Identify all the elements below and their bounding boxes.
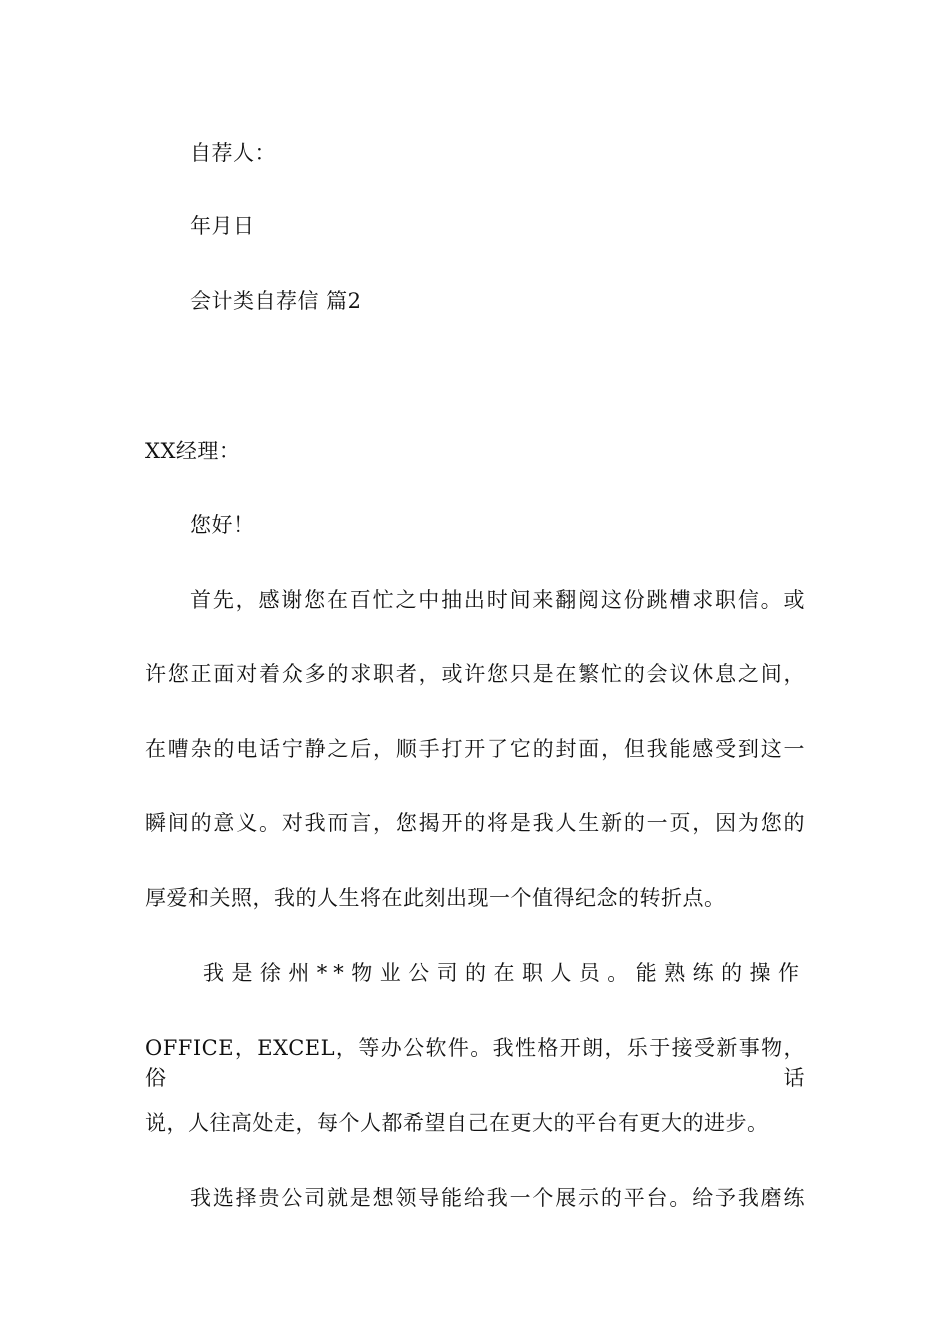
paragraph-line: 瞬间的意义。对我而言，您揭开的将是我人生新的一页，因为您的 (145, 811, 805, 835)
section-heading: 会计类自荐信 篇2 (190, 289, 362, 313)
paragraph-line: 厚爱和关照，我的人生将在此刻出现一个值得纪念的转折点。 (145, 886, 726, 910)
paragraph-line: OFFICE，EXCEL，等办公软件。我性格开朗，乐于接受新事物，俗话 (145, 1036, 805, 1090)
paragraph-line: 在嘈杂的电话宁静之后，顺手打开了它的封面，但我能感受到这一 (145, 737, 805, 761)
paragraph-line: 我是徐州**物业公司的在职人员。能熟练的操作 (203, 961, 805, 985)
paragraph-line: 我选择贵公司就是想领导能给我一个展示的平台。给予我磨练 (190, 1186, 805, 1210)
paragraph-line: 说，人往高处走，每个人都希望自己在更大的平台有更大的进步。 (145, 1111, 769, 1135)
salutation: XX经理： (145, 439, 241, 463)
paragraph-line: 首先，感谢您在百忙之中抽出时间来翻阅这份跳槽求职信。或 (190, 588, 805, 612)
greeting: 您好！ (190, 513, 255, 537)
paragraph-line: 许您正面对着众多的求职者，或许您只是在繁忙的会议休息之间， (145, 662, 805, 686)
date-line: 年月日 (190, 214, 255, 238)
signature-line: 自荐人： (190, 141, 276, 165)
